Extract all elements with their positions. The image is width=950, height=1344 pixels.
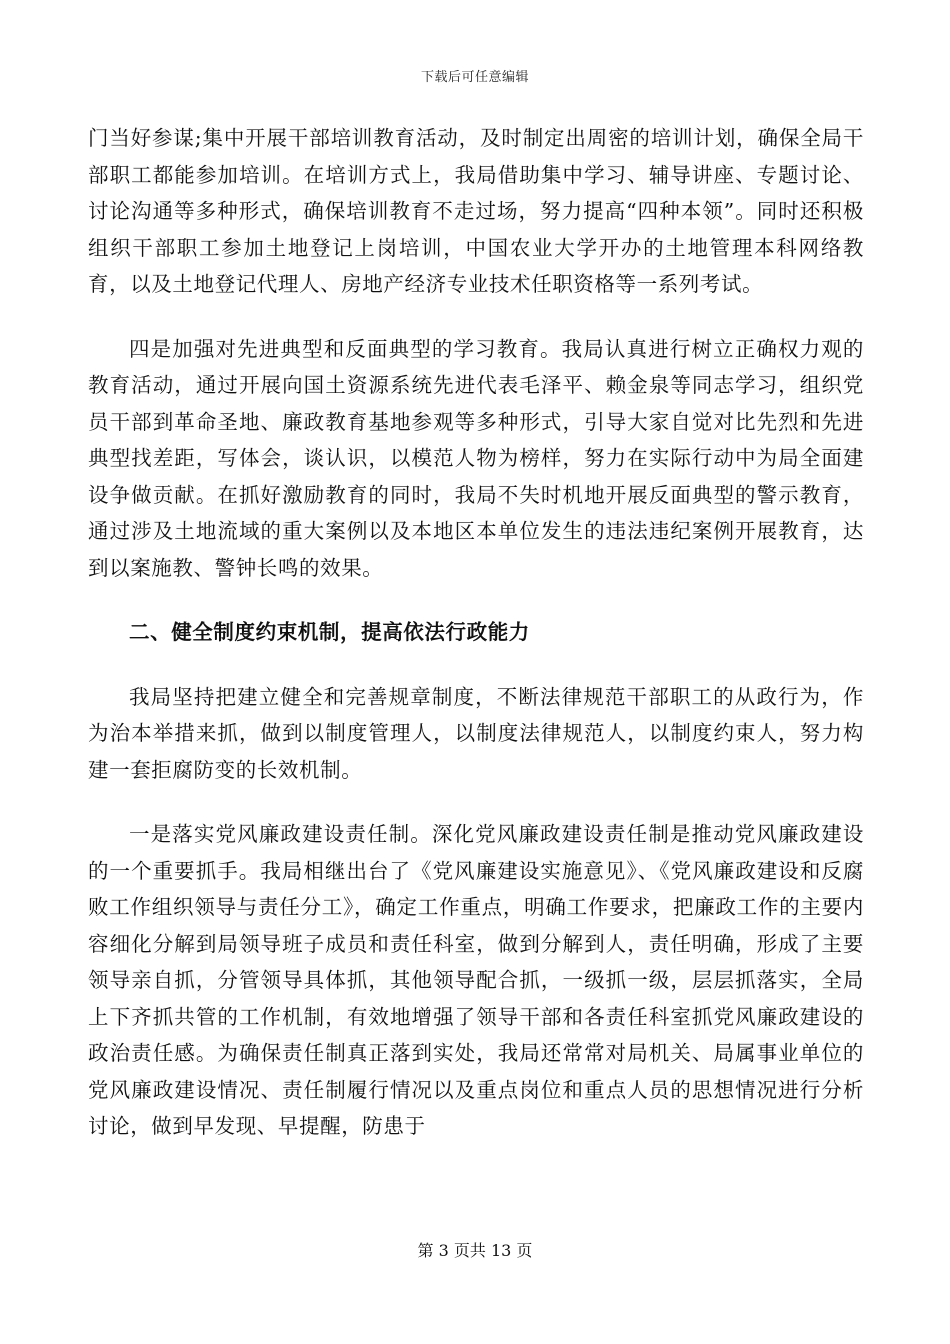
section-heading: 二、健全制度约束机制，提高依法行政能力	[129, 620, 530, 644]
page-footer: 第 3 页共 13 页	[417, 1241, 533, 1260]
paragraph-spacer	[88, 586, 864, 614]
page-header: 下载后可任意编辑	[420, 70, 529, 85]
paragraph-rules-system: 我局坚持把建立健全和完善规章制度，不断法律规范干部职工的从政行为，作为治本举措来抓，做到以制度管理人，以制度法律规范人，以制度约束人，努力构建一套拒腐防变的长效机制。	[88, 684, 864, 782]
paragraph-responsibility-system: 一是落实党风廉政建设责任制。深化党风廉政建设责任制是推动党风廉政建设的一个重要抓手。我局相继出台了《党风廉建设实施意见》、《党风廉政建设和反腐败工作组织领导与责任分工》，确定工作重点，明确工作要求，把廉政工作的主要内容细化分解到局领导班子成员和责任科室，做到分解到人，责任明确，形成了主要领导亲自抓，分管领导具体抓，其他领导配合抓，一级抓一级，层层抓落实，全局上下齐抓共管的工作机制，有效地增强了领导干部和各责任科室抓党风廉政建设的政治责任感。为确保责任制真正落到实处，我局还常常对局机关、局属事业单位的党风廉政建设情况、责任制履行情况以及重点岗位和重点人员的思想情况进行分析讨论，做到早发现、早提醒，防患于	[88, 822, 864, 1138]
paragraph-spacer	[88, 303, 864, 331]
paragraph-typical-education: 四是加强对先进典型和反面典型的学习教育。我局认真进行树立正确权力观的教育活动，通过开展向国土资源系统先进代表毛泽平、赖金泉等同志学习，组织党员干部到革命圣地、廉政教育基地参观等多种形式，引导大家自觉对比先烈和先进典型找差距，写体会，谈认识，以模范人物为榜样，努力在实际行动中为局全面建设争做贡献。在抓好激励教育的同时，我局不失时机地开展反面典型的警示教育，通过涉及土地流域的重大案例以及本地区本单位发生的违法违纪案例开展教育，达到以案施教、警钟长鸣的效果。	[88, 336, 864, 580]
paragraph-spacer	[88, 788, 864, 816]
document-body	[88, 120, 864, 1145]
paragraph-training: 门当好参谋;集中开展干部培训教育活动，及时制定出周密的培训计划，确保全局干部职工都能参加培训。在培训方式上，我局借助集中学习、辅导讲座、专题讨论、讨论沟通等多种形式，确保培训教育不走过场，努力提高“四种本领”。同时还积极组织干部职工参加土地登记上岗培训，中国农业大学开办的土地管理本科网络教育，以及土地登记代理人、房地产经济专业技术任职资格等一系列考试。	[88, 126, 864, 296]
paragraph-spacer	[88, 651, 864, 679]
